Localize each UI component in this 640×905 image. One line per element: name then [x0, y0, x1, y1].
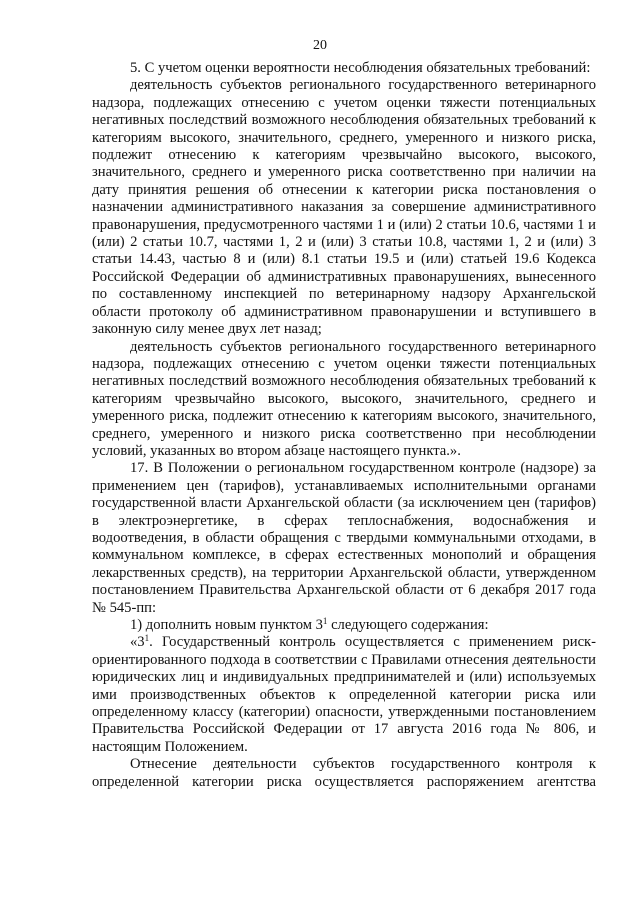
paragraph-item-5: 5. С учетом оценки вероятности несоблюдения обязательных требований:	[130, 60, 591, 76]
page-number: 20	[313, 38, 327, 53]
paragraph-risk-assignment: Отнесение деятельности субъектов государственного контроля к определенной категории риска осуществляется распоряжением агентства	[92, 756, 596, 790]
paragraph-subitem-1	[92, 617, 596, 634]
document-body	[92, 60, 596, 791]
superscript: 1	[144, 633, 150, 644]
text-fragment: «3	[130, 634, 145, 651]
text-fragment: 1) дополнить новым пунктом 3	[130, 617, 323, 633]
paragraph-high-risk-upgrade: деятельность субъектов регионального государственного ветеринарного надзора, подлежащих отнесению с учетом оценки тяжести потенциальных негативных последствий возможного несоблюдения обязательных требований к категориям высокого, значительного, среднего, умеренного и низкого риска, подлежит отнесению к категориям чрезвычайно высокого, высокого, значительного, среднего и умеренного риска соответственно при наличии на дату принятия решения об отнесении к категории риска постановления о назначении административного наказания за совершение административного правонарушения, предусмотренного частями 1 и (или) 2 статьи 10.6, частями 1 и (или) 2 статьи 10.7, частями 1, 2 и (или) 3 статьи 10.8, частями 1, 2 и (или) 3 статьи 14.43, частью 8 и (или) 8.1 статьи 19.5 и (или) статьей 19.6 Кодекса Российской Федерации об административных правонарушениях, вынесенного по составленному инспекцией по ветеринарному надзору Архангельской области протоколу об административном правонарушении и вступившего в законную силу менее двух лет назад;	[92, 77, 596, 338]
superscript: 1	[322, 616, 328, 626]
paragraph-point-3-1	[92, 634, 596, 756]
paragraph-risk-downgrade: деятельность субъектов регионального государственного ветеринарного надзора, подлежащих отнесению с учетом оценки тяжести потенциальных негативных последствий возможного несоблюдения обязательных требований к категориям чрезвычайно высокого, высокого, значительного, среднего и умеренного риска, подлежит отнесению к категориям высокого, значительного, среднего, умеренного и низкого риска соответственно при несоблюдении условий, указанных во втором абзаце настоящего пункта.».	[92, 338, 596, 459]
text-fragment: . Государственный контроль осуществляется с применением риск-ориентированного подхода в соответствии с Правилами отнесения деятельности юридических лиц и индивидуальных предпринимателей и (или) используемых ими производственных объектов к определенной категории риска или определенному классу (категории) опасности, утвержденными постановлением Правительства Российской Федерации от 17 августа 2016 года № 806, и настоящим Положением.	[92, 634, 596, 755]
text-fragment: следующего содержания:	[327, 617, 489, 633]
paragraph-item-17: 17. В Положении о региональном государственном контроле (надзоре) за применением цен (тарифов), устанавливаемых исполнительными органами государственной власти Архангельской области (за исключением цен (тарифов) в электроэнергетике, в сферах теплоснабжения, водоснабжения и водоотведения, в области обращения с твердыми коммунальными отходами, в коммунальном комплексе, в сферах естественных монополий и обращения лекарственных средств), на территории Архангельской области, утвержденном постановлением Правительства Архангельской области от 6 декабря 2017 года № 545-пп:	[92, 460, 596, 616]
